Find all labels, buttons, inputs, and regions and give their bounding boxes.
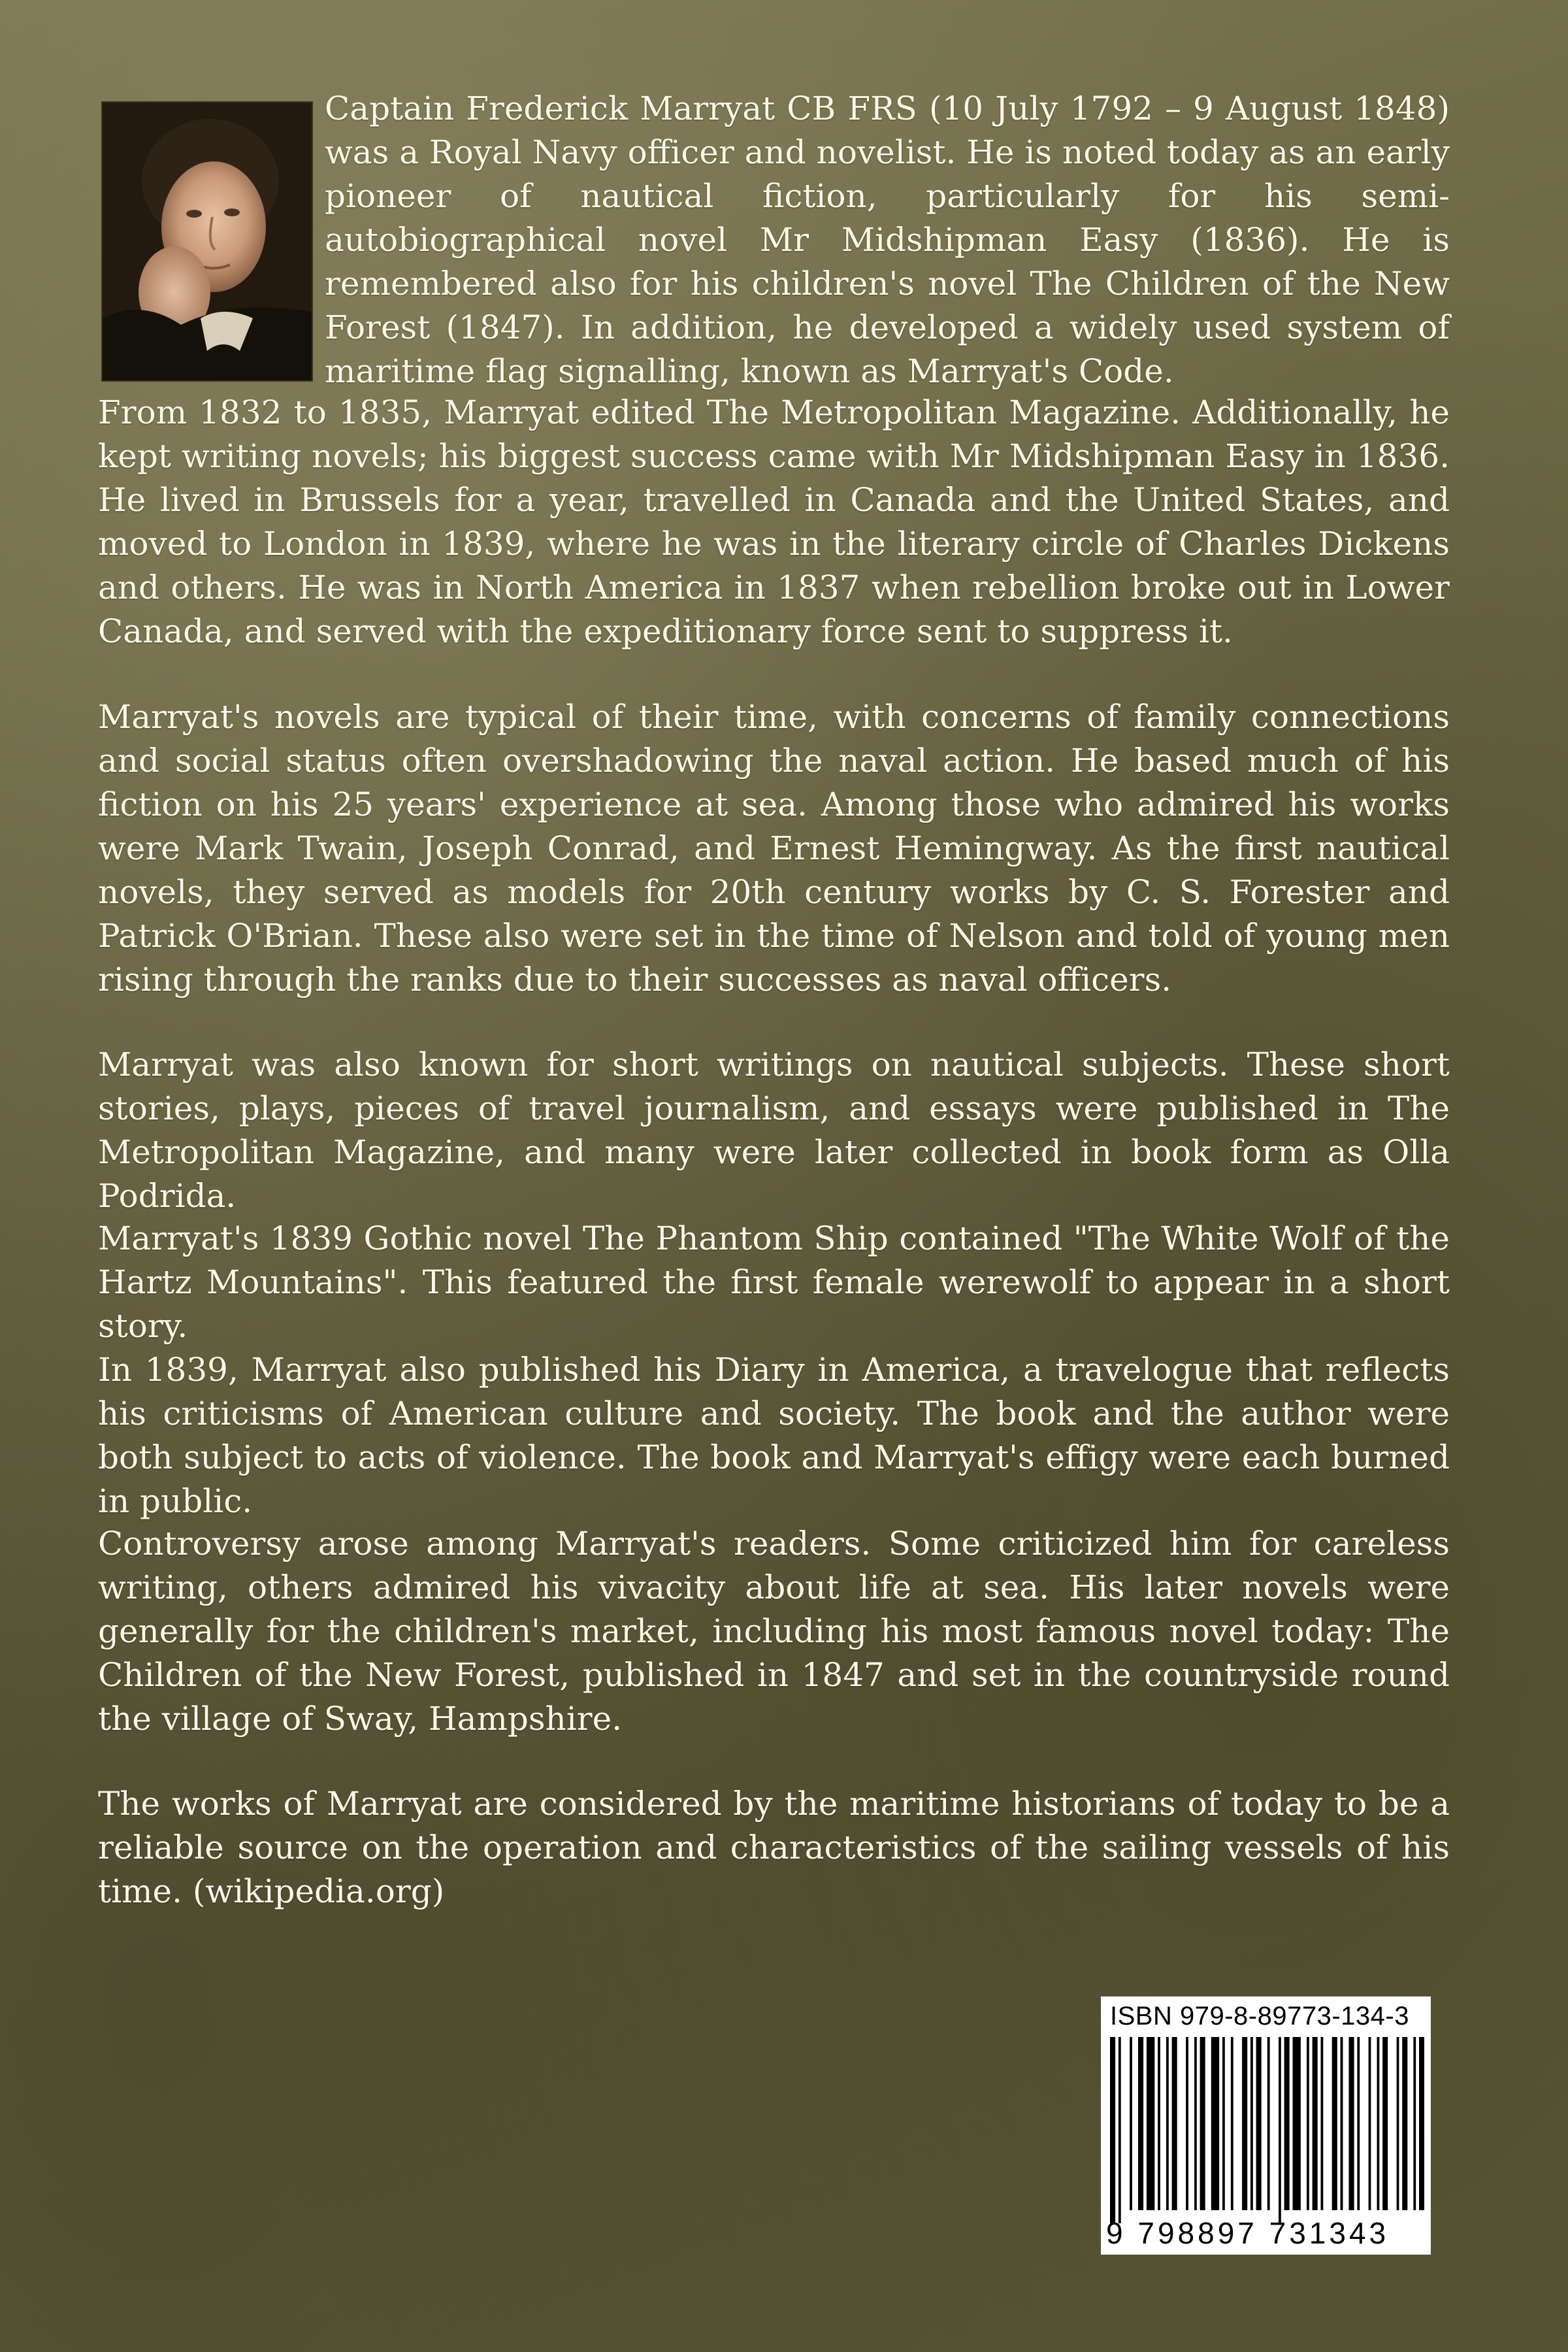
- barcode-bars: [1107, 2037, 1424, 2223]
- bio-paragraph-diary: In 1839, Marryat also published his Diary in America, a travelogue that reflects his criticisms of American culture and society. The book and the author were both subject to acts of violence. The book and Marryat's effigy were each burned in public.: [98, 1351, 1450, 1520]
- bio-paragraph-intro: Captain Frederick Marryat CB FRS (10 July 1792 – 9 August 1848) was a Royal Navy officer and novelist. He is noted today as an early pioneer of nautical fiction, particularly for his semi-autobiographical novel Mr Midshipman Easy (1836). He is remembered also for his children's novel The Children of the New Forest (1847). In addition, he developed a widely used system of maritime flag signalling, known as Marryat's Code.: [325, 90, 1450, 390]
- bio-paragraph-short-writings: Marryat was also known for short writings on nautical subjects. These short stories, plays, pieces of travel journalism, and essays were published in The Metropolitan Magazine, and many were later collected in book form as Olla Podrida.: [98, 1046, 1450, 1215]
- bio-paragraph-phantom-ship: Marryat's 1839 Gothic novel The Phantom Ship contained "The White Wolf of the Hartz Mountains". This featured the first female werewolf to appear in a short story.: [98, 1219, 1450, 1345]
- author-portrait: [101, 101, 313, 382]
- bio-paragraph-controversy: Controversy arose among Marryat's readers. Some criticized him for careless writing, others admired his vivacity about life at sea. His later novels were generally for the children's market, including his most famous novel today: The Children of the New Forest, published in 1847 and set in the countryside round the village of Sway, Hampshire.: [98, 1525, 1450, 1738]
- barcode-digits: 9 798897 731343: [1106, 2216, 1390, 2250]
- bio-paragraph-legacy: The works of Marryat are considered by the maritime historians of today to be a reliable source on the operation and characteristics of the sailing vessels of his time. (wikipedia.org): [98, 1785, 1450, 1910]
- isbn-barcode: [1101, 1996, 1431, 2255]
- bio-paragraph-novels: Marryat's novels are typical of their time, with concerns of family connections and social status often overshadowing the naval action. He based much of his fiction on his 25 years' experience at sea. Among those who admired his works were Mark Twain, Joseph Conrad, and Ernest Hemingway. As the first nautical novels, they served as models for 20th century works by C. S. Forester and Patrick O'Brian. These also were set in the time of Nelson and told of young men rising through the ranks due to their successes as naval officers.: [98, 698, 1450, 999]
- bio-paragraph-career: From 1832 to 1835, Marryat edited The Metropolitan Magazine. Additionally, he kept writing novels; his biggest success came with Mr Midshipman Easy in 1836. He lived in Brussels for a year, travelled in Canada and the United States, and moved to London in 1839, where he was in the literary circle of Charles Dickens and others. He was in North America in 1837 when rebellion broke out in Lower Canada, and served with the expeditionary force sent to suppress it.: [98, 393, 1450, 650]
- isbn-label: ISBN 979-8-89773-134-3: [1110, 2002, 1409, 2030]
- portrait-illustration: [103, 103, 312, 380]
